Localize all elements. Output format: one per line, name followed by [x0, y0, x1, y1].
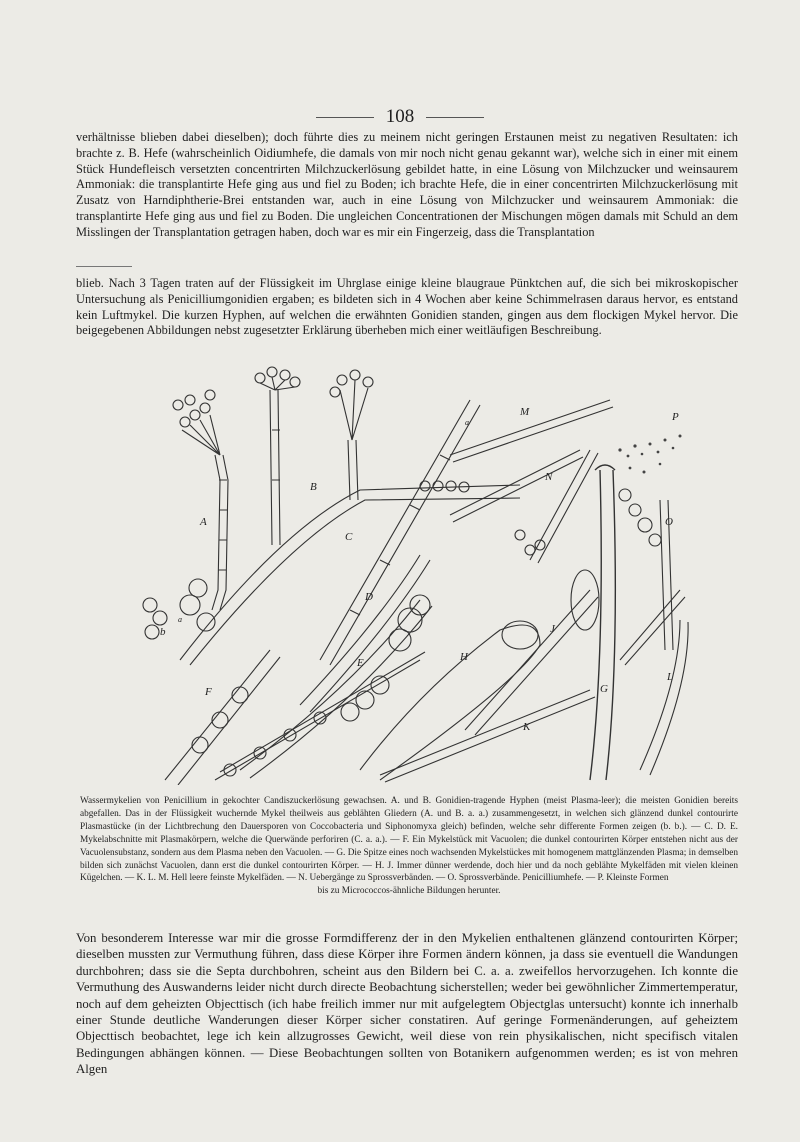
- hypha-k: [380, 690, 595, 782]
- page-number: 108: [0, 106, 800, 128]
- label-n: N: [545, 471, 553, 483]
- label-p: P: [672, 411, 679, 423]
- label-m: M: [520, 406, 530, 418]
- label-f: F: [205, 686, 212, 698]
- label-g: G: [600, 683, 608, 695]
- label-d: D: [365, 591, 373, 603]
- hypha-g: [590, 470, 615, 780]
- paragraph-1: verhältnisse blieben dabei dieselben); doch führte dies zu meinem nicht geringen Erstaunen meist zu negativen Resultaten: ich brachte z. B. Hefe (wahrscheinlich Oidiumhefe, die damals von mir noch nicht genau gekannt war), welche sich in einer mit einem Stück Hundefleisch versetzten concentrirten Milchzuckerlösung gebildet hatte, in eine Lösung von Milchzucker und weinsaurem Ammoniak: die transplantirte Hefe ging aus und fiel zu Boden; ich brachte Hefe, die in einer concentrirten Milchzuckerlösung mit Zusatz von Harndiphtherie-Brei entstanden war, auch in eine Lösung von Milchzucker und weinsaurem Ammoniak: die transplantirte Hefe ging aus und fiel zu Boden. Die ungleichen Concentrationen der Mischungen mögen damals mit Schuld an dem Misslingen der Transplantation getragen haben, doch war es mir ein Fingerzeig, dass die Transplantation: [76, 130, 738, 239]
- label-b: B: [310, 481, 317, 493]
- hypha-b: [270, 390, 280, 545]
- label-e: E: [357, 657, 364, 669]
- paragraph-2: blieb. Nach 3 Tagen traten auf der Flüssigkeit im Uhrglase einige kleine blaugraue Pünktchen auf, die sich bei mikroskopischer Untersuchung als Penicilliumgonidien ergaben; es bildeten sich in 4 Wochen aber keine Schimmelrasen daraus hervor, es entstand kein Luftmykel. Die kurzen Hyphen, auf welchen die erwähnten Gonidien standen, gingen aus dem flockigen Mykel hervor. Die beigegebenen Abbildungen nebst zugesetzter Erklärung überheben mich einer weitläufigen Beschreibung.: [76, 276, 738, 338]
- label-sub-a2: a: [465, 418, 469, 427]
- caption-last-line: bis zu Micrococcos-ähnliche Bildungen herunter.: [317, 886, 501, 897]
- label-o: O: [665, 516, 673, 528]
- label-h: H: [460, 651, 468, 663]
- figure-caption: [80, 795, 738, 898]
- label-c: C: [345, 531, 353, 543]
- hypha-n: [450, 450, 583, 522]
- paragraph-3: Von besonderem Interesse war mir die grosse Formdifferenz der in den Mykelien enthaltenen glänzend contourirten Körper; dieselben mussten zur Vermuthung führen, dass diese Körper ihre Formen ändern können, ja dass sie eventuell die Wandungen durchbohren; dass sie die Septa durchbohren, scheint aus den Bildern bei C. a. a. zweifellos hervorzugehen. Ich konnte die Vermuthung des Auswanderns leider nicht durch directe Beobachtung sicherstellen; weder bei gewöhnlicher Zimmertemperatur, noch auf dem geheizten Objecttisch (ich habe freilich immer nur mit aufgelegtem Objectglas untersucht) konnte ich innerhalb einer Stunde deutliche Wanderungen dieser Körper sicher constatiren. Auf geringe Formenänderungen, auf geheiztem Objecttisch beobachtet, lege ich kein allzugrosses Gewicht, weil diese von rein physikalischen, nicht specifisch vitalen Bedingungen abhängen können. — Diese Beobachtungen sollten von Botanikern aufgenommen werden; es ist von mehren Algen: [76, 931, 738, 1077]
- label-k: K: [523, 721, 531, 733]
- hypha-a: [212, 455, 220, 610]
- label-a: A: [200, 516, 207, 528]
- hypha-e: [240, 600, 432, 778]
- hypha-f: [165, 650, 280, 785]
- label-sub-a1: a: [178, 615, 182, 624]
- hypha-d: [300, 555, 430, 712]
- label-l: L: [667, 671, 674, 683]
- mycelium-illustration: [120, 360, 720, 785]
- hypha-l: [640, 620, 688, 775]
- mycelium-drawing: [120, 360, 720, 785]
- section-rule: [76, 266, 132, 267]
- label-sub-b: b: [160, 626, 166, 638]
- label-j: J: [550, 623, 555, 635]
- caption-main: Wassermykelien von Penicillium in gekochter Candiszuckerlösung gewachsen. A. und B. Gonidien-tragende Hyphen (meist Plasma-leer); die meisten Gonidien bereits abgefallen. Das in der Flüssigkeit wuchernde Mykel theilweis aus geblähten Gliedern (A. und B. a. a.) zusammengesetzt, in welchen sich glänzend dunkel contourirte Plasmastücke (in der Lichtbrechung den Dauersporen von Coccobacteria und Siphonomyxa gleich) befinden, welche sehr differente Formen zeigen (b. b.). — C. D. E. Mykelabschnitte mit Plasmakörpern, welche die Querwände perforiren (C. a. a.). — F. Ein Mykelstück mit Vacuolen; die dunkel contourirten Körper entstehen nicht aus der Vacuolensubstanz, sondern aus dem Plasma neben den Vacuolen. — G. Die Spitze eines noch wachsenden Mykelstückes mit homogenem mattglänzenden Plasma; in demselben bilden sich zunächst Vacuolen, dann erst die dunkel contourirten Körper. — H. J. Immer dünner werdende, doch hier und da noch geblähte Mykelfäden mit vielen kleinen Kügelchen. — K. L. M. Hell leere feinste Mykelfäden. — N. Uebergänge zu Sprossverbänden. — O. Sprossverbände. Penicilliumhefe. — P. Kleinste Formen: [80, 796, 738, 884]
